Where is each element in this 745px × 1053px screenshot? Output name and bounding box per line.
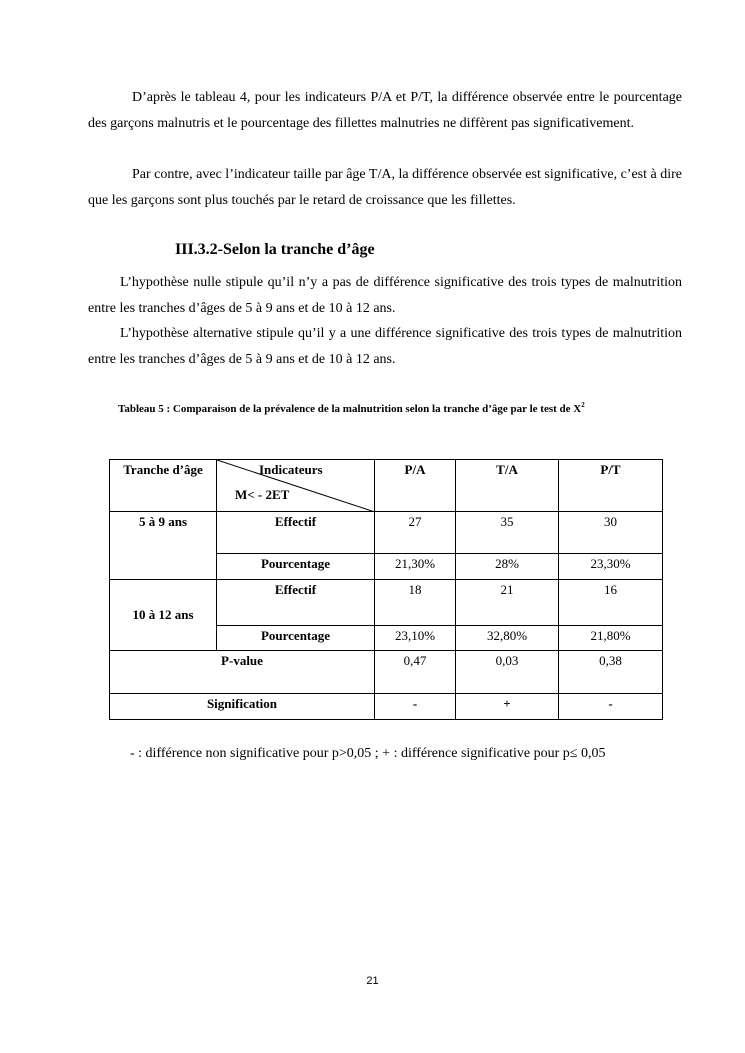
page-number: 21 <box>366 975 379 987</box>
age-group-cell: 10 à 12 ans <box>110 580 217 651</box>
header-col-pt: P/T <box>559 460 663 512</box>
header-indicators-label: Indicateurs <box>259 462 323 477</box>
age-group-cell: 5 à 9 ans <box>110 512 217 580</box>
value-cell: 21,30% <box>375 554 456 580</box>
value-cell: 35 <box>456 512 559 554</box>
row-label: Pourcentage <box>217 554 375 580</box>
paragraph-1: D’après le tableau 4, pour les indicateurs P/A et P/T, la différence observée entre le pourcentage des garçons malnutris et le pourcentage des fillettes malnutries ne diffèrent pas significativement. <box>88 90 682 131</box>
pvalue-cell: 0,03 <box>456 651 559 694</box>
header-col-ta: T/A <box>456 460 559 512</box>
table-row <box>110 512 663 554</box>
header-threshold-label: M< - 2ET <box>235 487 290 502</box>
value-cell: 16 <box>559 580 663 626</box>
signification-cell: - <box>559 694 663 720</box>
value-cell: 32,80% <box>456 626 559 651</box>
value-cell: 23,10% <box>375 626 456 651</box>
signification-cell: - <box>375 694 456 720</box>
value-cell: 23,30% <box>559 554 663 580</box>
caption-text: Tableau 5 : Comparaison de la prévalence de la malnutrition selon la tranche d’âge par le test de X <box>118 403 582 415</box>
value-cell: 27 <box>375 512 456 554</box>
row-label: Effectif <box>217 580 375 626</box>
header-col-pa: P/A <box>375 460 456 512</box>
pvalue-label: P-value <box>110 651 375 694</box>
caption-superscript: 2 <box>581 401 585 409</box>
value-cell: 21,80% <box>559 626 663 651</box>
paragraph-3: L’hypothèse nulle stipule qu’il n’y a pas de différence significative des trois types de malnutrition entre les tranches d’âges de 5 à 9 ans et de 10 à 12 ans. <box>88 275 682 316</box>
row-label: Effectif <box>217 512 375 554</box>
header-age-cell: Tranche d’âge <box>110 460 217 512</box>
value-cell: 21 <box>456 580 559 626</box>
paragraph-2: Par contre, avec l’indicateur taille par âge T/A, la différence observée est significative, c’est à dire que les garçons sont plus touchés par le retard de croissance que les fillettes. <box>88 167 682 208</box>
signification-label: Signification <box>110 694 375 720</box>
value-cell: 30 <box>559 512 663 554</box>
signification-cell: + <box>456 694 559 720</box>
row-label: Pourcentage <box>217 626 375 651</box>
section-heading: III.3.2-Selon la tranche d’âge <box>175 241 375 258</box>
pvalue-row <box>110 651 663 694</box>
value-cell: 18 <box>375 580 456 626</box>
comparison-table <box>109 459 663 720</box>
table-header-row <box>110 460 663 512</box>
table-caption <box>118 401 585 415</box>
signification-row <box>110 694 663 720</box>
value-cell: 28% <box>456 554 559 580</box>
table-footnote: - : différence non significative pour p>0,05 ; + : différence significative pour p≤ 0,05 <box>130 746 606 761</box>
pvalue-cell: 0,47 <box>375 651 456 694</box>
paragraph-4: L’hypothèse alternative stipule qu’il y a une différence significative des trois types de malnutrition entre les tranches d’âges de 5 à 9 ans et de 10 à 12 ans. <box>88 326 682 367</box>
header-diagonal-cell <box>217 460 375 512</box>
table-row <box>110 580 663 626</box>
pvalue-cell: 0,38 <box>559 651 663 694</box>
